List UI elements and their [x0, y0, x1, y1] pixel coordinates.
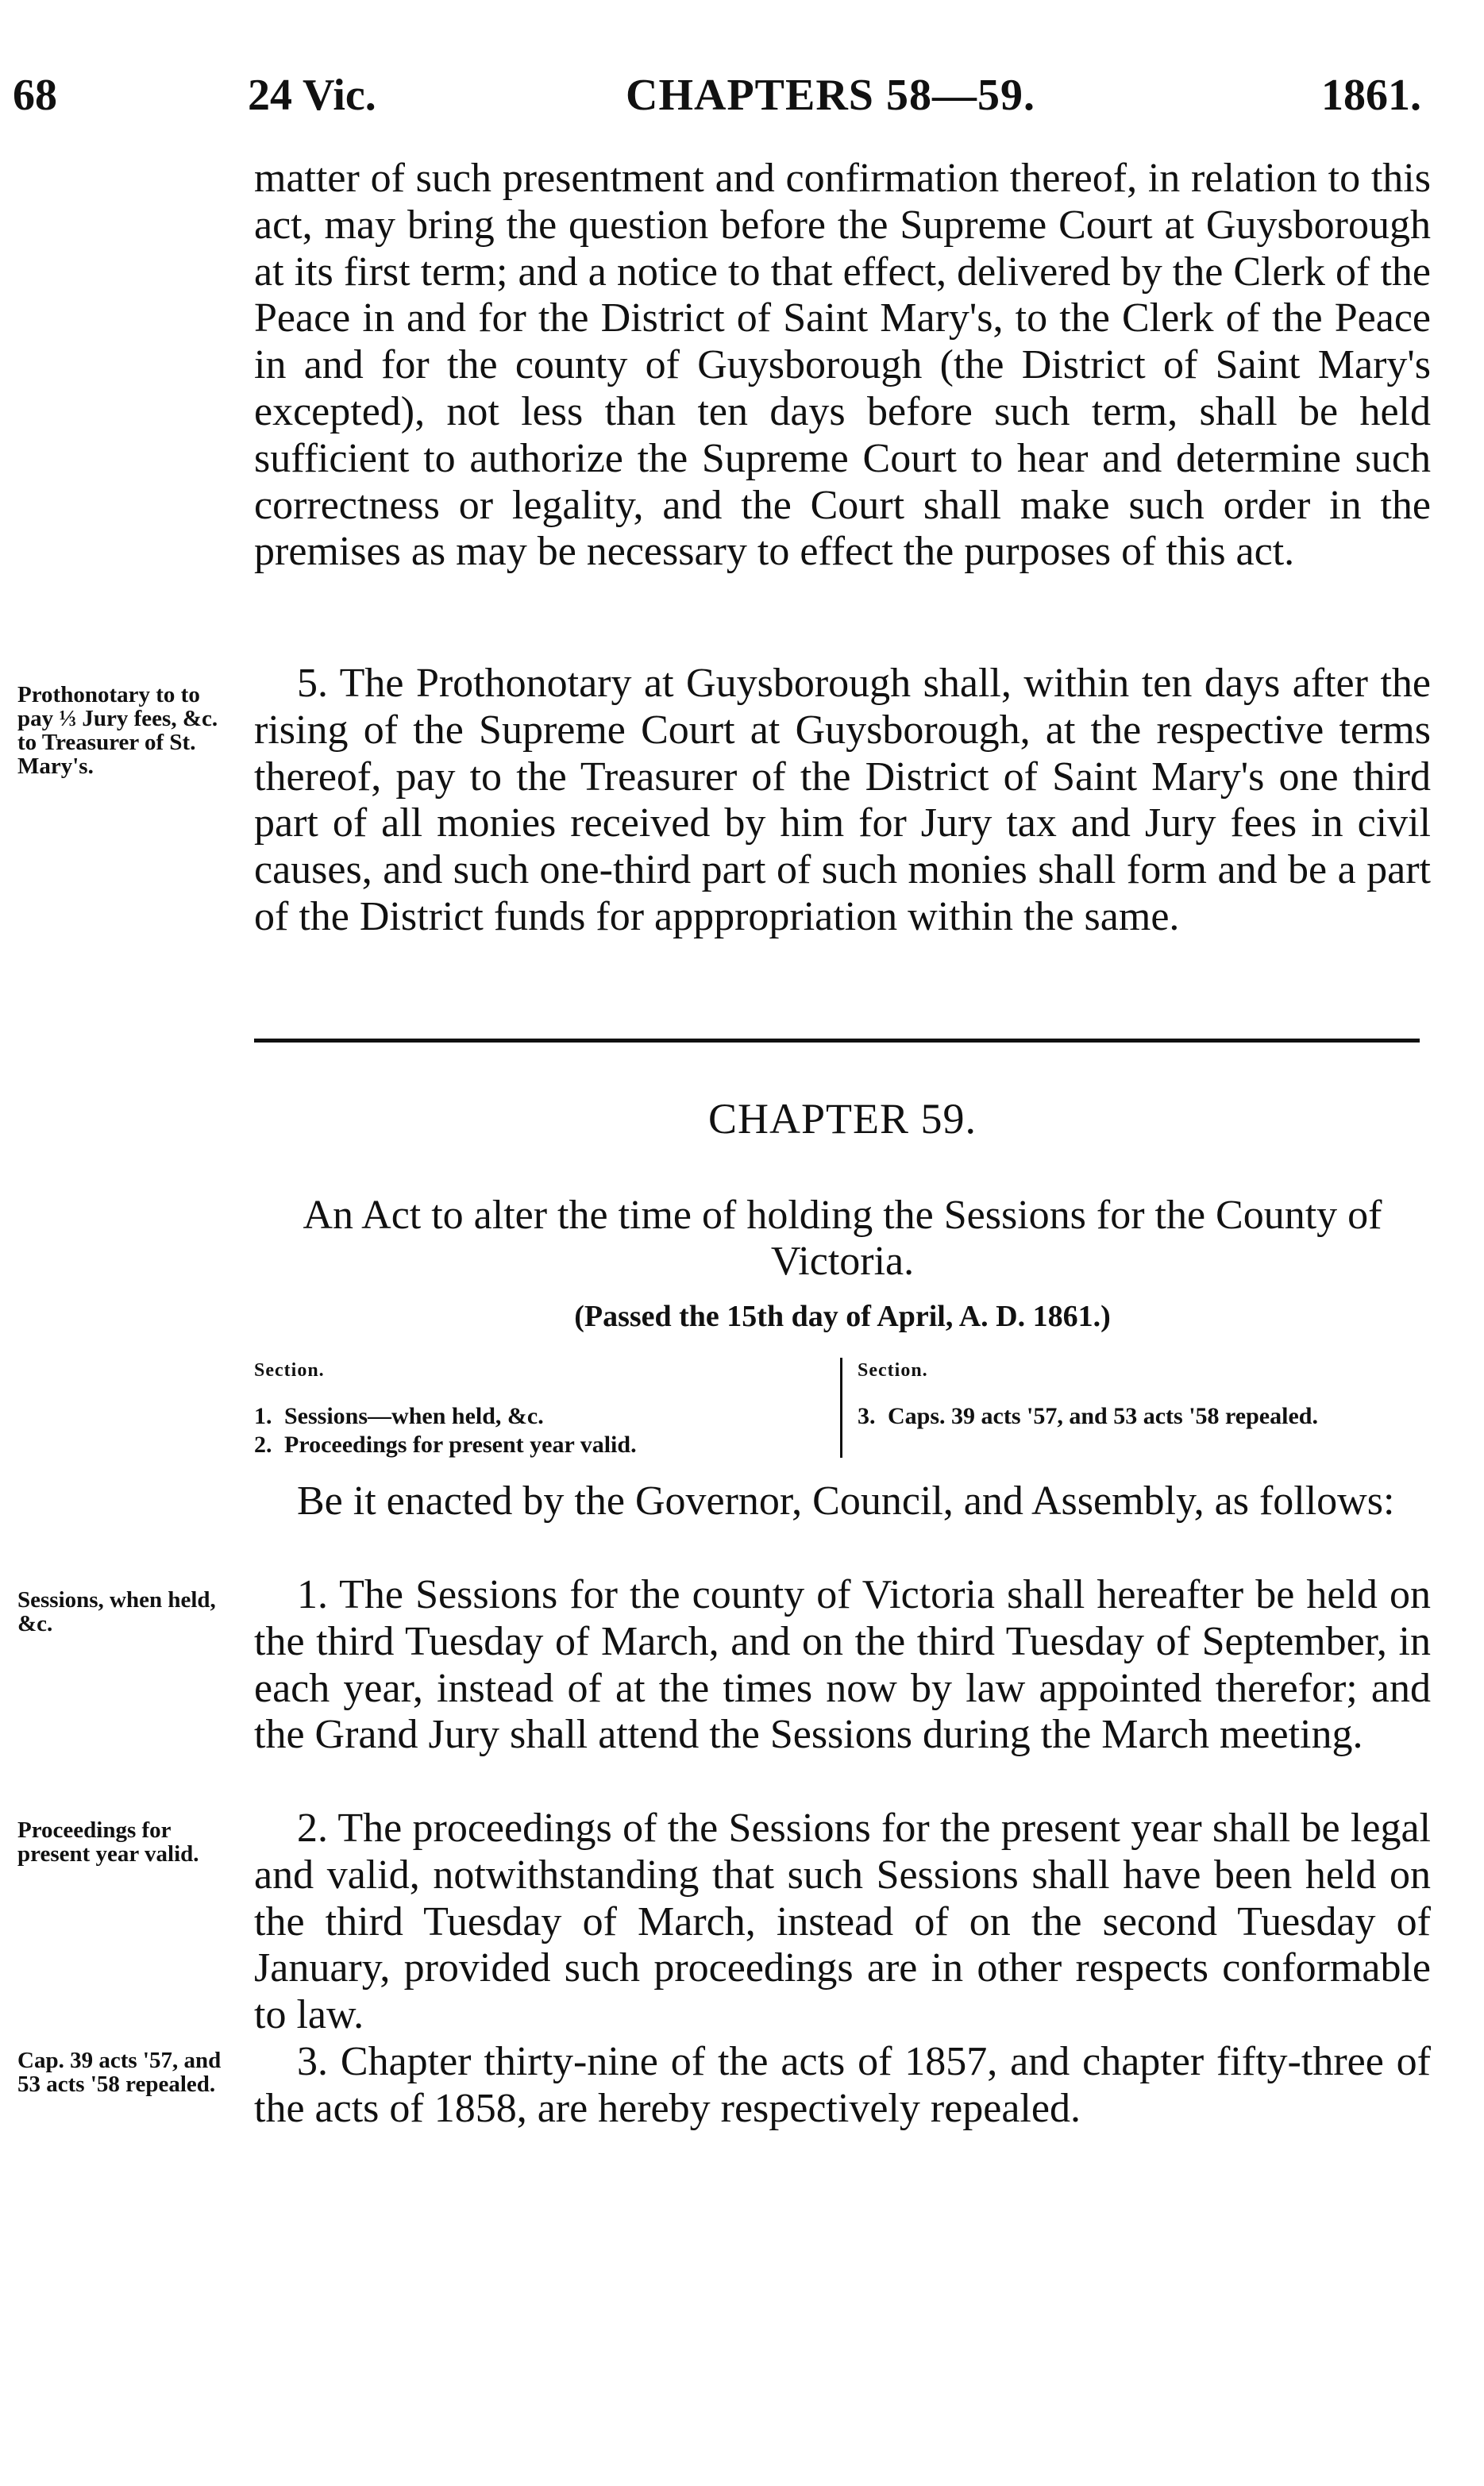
passed-date: (Passed the 15th day of April, A. D. 1861.)	[574, 1300, 1111, 1333]
index-item-text: Caps. 39 acts '57, and 53 acts '58 repealed.	[888, 1403, 1318, 1429]
running-header	[0, 70, 1484, 133]
act-title: An Act to alter the time of holding the Sessions for the County of Victoria.	[303, 1193, 1382, 1284]
continued-paragraph: matter of such presentment and confirmation thereof, in relation to this act, may bring the question before the Supreme Court at Guysborough at its first term; and a notice to that effect, delivered by the Clerk of the Peace in and for the District of Saint Mary's, to the Clerk of the Peace in and for the county of Guysborough (the District of Saint Mary's excepted), not less than ten days before such term, shall be held sufficient to authorize the Supreme Court to hear and determine such correctness or legality, and the Court shall make such order in the premises as may be necessary to effect the purposes of this act.	[254, 156, 1431, 575]
section-2-text: 2. The proceedings of the Sessions for the present year shall be legal and valid, notwithstanding that such Sessions shall have been held on the third Tuesday of March, instead of on the second Tuesday of January, provided such proceedings are in other respects conformable to law.	[254, 1806, 1431, 2038]
index-item-text: Sessions—when held, &c.	[284, 1403, 544, 1429]
index-item	[254, 1402, 838, 1431]
index-item-text: Proceedings for present year valid.	[284, 1432, 637, 1458]
header-chapters: CHAPTERS 58—59.	[626, 71, 1035, 120]
chapter-heading: CHAPTER 59.	[707, 1095, 977, 1143]
index-item	[858, 1402, 1437, 1431]
chapter-divider-rule	[254, 1039, 1420, 1043]
index-divider	[840, 1358, 842, 1458]
section-index-right	[858, 1356, 1437, 1431]
section-label: Section.	[858, 1360, 928, 1381]
enacting-clause: Be it enacted by the Governor, Council, and Assembly, as follows:	[297, 1478, 1395, 1524]
margin-note-section-1: Sessions, when held, &c.	[17, 1587, 216, 1636]
margin-note-section-3: Cap. 39 acts '57, and 53 acts '58 repealed.	[17, 2048, 222, 2097]
section-label: Section.	[254, 1360, 325, 1381]
regnal-year: 24 Vic.	[248, 71, 376, 120]
section-3-text: 3. Chapter thirty-nine of the acts of 1857, and chapter fifty-three of the acts of 1858, are hereby respectively repealed.	[254, 2039, 1431, 2131]
page-number: 68	[13, 71, 57, 120]
index-item-number: 3.	[858, 1403, 876, 1429]
section-index-left	[254, 1356, 838, 1459]
margin-note-section-2: Proceedings for present year valid.	[17, 1817, 199, 1867]
index-item-number: 2.	[254, 1432, 272, 1458]
section-1-text: 1. The Sessions for the county of Victoria shall hereafter be held on the third Tuesday of March, and on the third Tuesday of September, in each year, instead of at the times now by law appointed therefor; and the Grand Jury shall attend the Sessions during the March meeting.	[254, 1572, 1431, 1758]
margin-note-section-5: Prothonotary to to pay ⅓ Jury fees, &c. to Treasurer of St. Mary's.	[17, 682, 218, 779]
section-5-text: 5. The Prothonotary at Guysborough shall, within ten days after the rising of the Supreme Court at Guysborough, at the respective terms thereof, pay to the Treasurer of the District of Saint Mary's one third part of all monies received by him for Jury tax and Jury fees in civil causes, and such one-third part of such monies shall form and be a part of the District funds for apppropriation within the same.	[254, 661, 1431, 939]
index-item	[254, 1431, 838, 1459]
header-year: 1861.	[1321, 71, 1421, 120]
index-item-number: 1.	[254, 1403, 272, 1429]
